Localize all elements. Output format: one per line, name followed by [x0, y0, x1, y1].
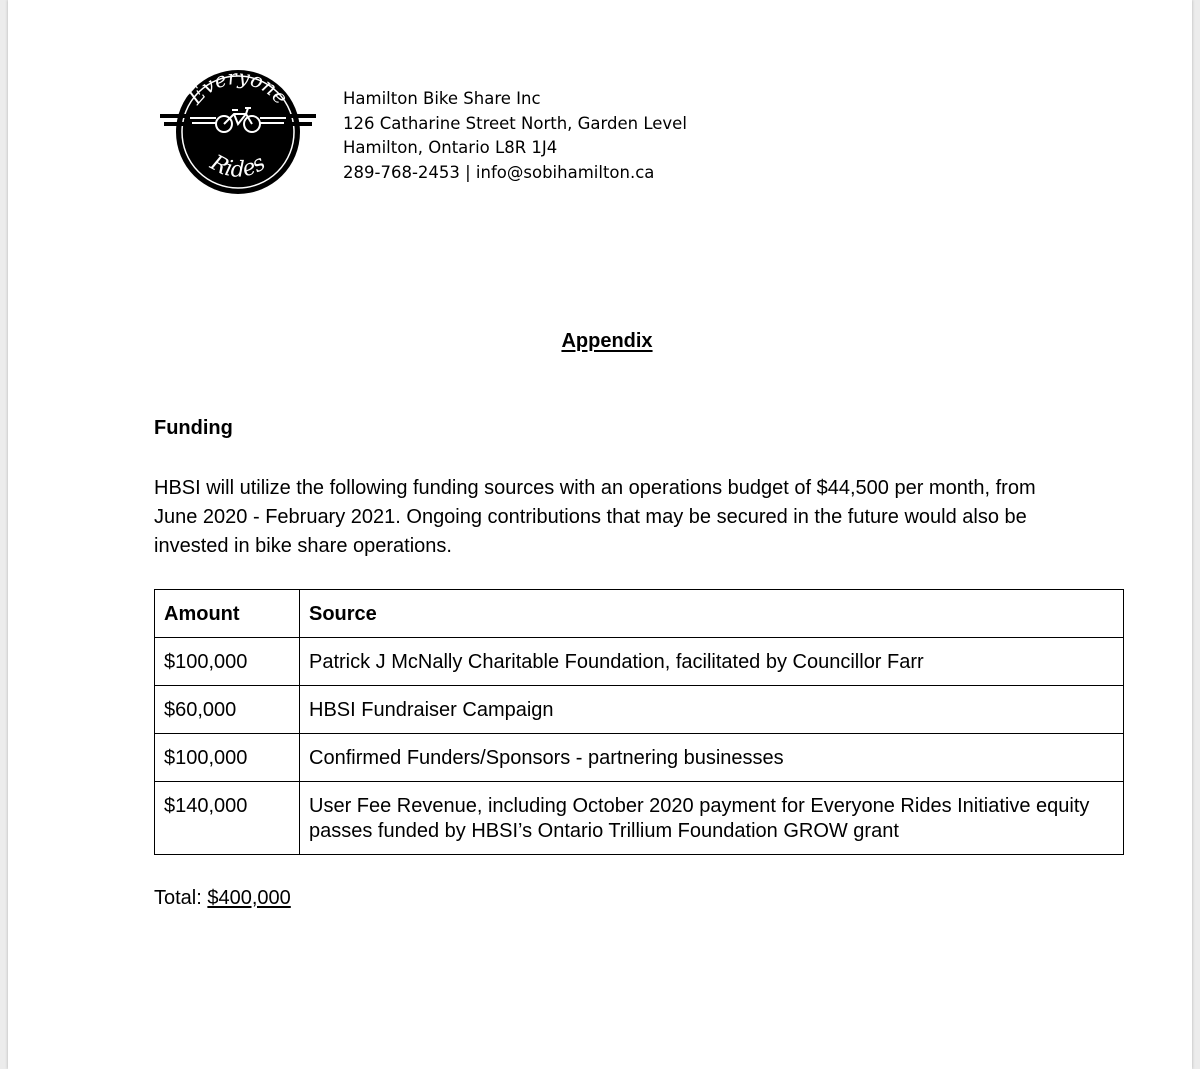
intro-paragraph: HBSI will utilize the following funding sources with an operations budget of $44,500 per month, from June 2020 - February 2021. Ongoing contributions that may be secured in the future would also be invested in bike share operations. [154, 477, 1036, 557]
table-row [155, 638, 1124, 686]
address-line-1: 126 Catharine Street North, Garden Level [343, 113, 687, 133]
total-value: $400,000 [207, 887, 291, 909]
source-cell: HBSI Fundraiser Campaign [300, 686, 1124, 734]
header-amount: Amount [155, 590, 300, 638]
source-cell: Patrick J McNally Charitable Foundation, facilitated by Councillor Farr [300, 638, 1124, 686]
letterhead [343, 87, 687, 185]
amount-cell: $140,000 [155, 782, 300, 855]
amount-cell: $100,000 [155, 638, 300, 686]
amount-cell: $100,000 [155, 734, 300, 782]
contact-info: 289-768-2453 | info@sobihamilton.ca [343, 162, 655, 182]
document-title: Appendix [561, 330, 653, 352]
amount-cell: $60,000 [155, 686, 300, 734]
table-row [155, 686, 1124, 734]
everyone-rides-logo [158, 52, 318, 212]
address-line-2: Hamilton, Ontario L8R 1J4 [343, 138, 558, 157]
table-row [155, 782, 1124, 855]
table-header-row [155, 590, 1124, 638]
section-heading: Funding [154, 417, 233, 439]
source-cell: User Fee Revenue, including October 2020 payment for Everyone Rides Initiative equity passes funded by HBSI’s Ontario Trillium Foundation GROW grant [300, 782, 1124, 855]
logo-text-bottom: Rides [206, 150, 271, 183]
source-cell: Confirmed Funders/Sponsors - partnering businesses [300, 734, 1124, 782]
total-label: Total: [154, 887, 202, 909]
funding-table [154, 589, 1124, 855]
document-page [8, 0, 1192, 1069]
logo-text-top: Everyone [183, 64, 294, 109]
org-name: Hamilton Bike Share Inc [343, 89, 541, 108]
total-line [154, 887, 291, 910]
header-source: Source [300, 590, 1124, 638]
table-row [155, 734, 1124, 782]
